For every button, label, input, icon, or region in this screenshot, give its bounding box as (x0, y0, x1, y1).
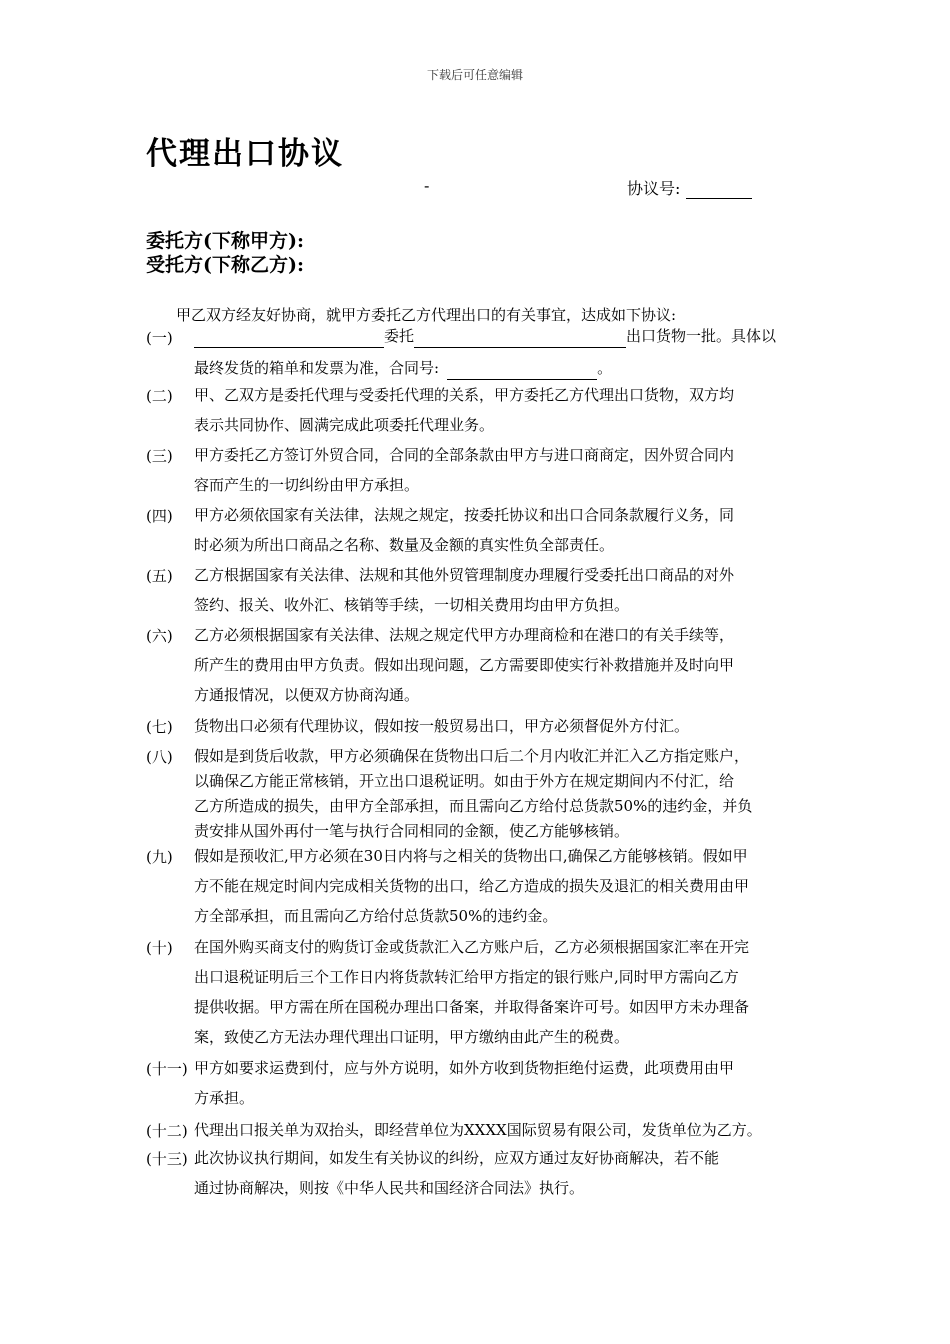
clause-line: 甲方委托乙方签订外贸合同，合同的全部条款由甲方与进口商商定，因外贸合同内 (194, 446, 735, 464)
clause-line: 在国外购买商支付的购货订金或货款汇入乙方账户后，乙方必须根据国家汇率在开完 (194, 938, 750, 956)
clause-number: (四) (146, 507, 173, 525)
agreement-number-blank[interactable] (686, 182, 752, 199)
clause-line: 容而产生的一切纠纷由甲方承担。 (194, 476, 420, 494)
clause-line: 方不能在规定时间内完成相关货物的出口，给乙方造成的损失及退汇的相关费用由甲 (194, 877, 750, 895)
clause-line: 案，致使乙方无法办理代理出口证明，甲方缴纳由此产生的税费。 (194, 1028, 630, 1046)
clause-line: 方通报情况，以便双方协商沟通。 (194, 686, 420, 704)
clause-3 (146, 445, 734, 495)
clause-number: (七) (146, 718, 173, 736)
clause-line: 提供收据。甲方需在所在国税办理出口备案，并取得备案许可号。如因甲方未办理备 (194, 998, 750, 1016)
clause-number: (十二) (146, 1122, 188, 1140)
entrust-text: 委托 (384, 327, 415, 345)
clause-10 (146, 937, 749, 1047)
clause-1 (146, 324, 836, 384)
clause-line: 责安排从国外再付一笔与执行合同相同的金额，使乙方能够核销。 (194, 822, 630, 840)
clause-line: 所产生的费用由甲方负责。假如出现问题，乙方需要即使实行补救措施并及时向甲 (194, 656, 735, 674)
clause-9 (146, 846, 749, 926)
clause-number: (十三) (146, 1150, 188, 1168)
agent-blank[interactable] (414, 332, 626, 348)
agreement-number-label: 协议号: (627, 179, 681, 198)
clause-line: 乙方根据国家有关法律、法规和其他外贸管理制度办理履行受委托出口商品的对外 (194, 566, 735, 584)
clause-6 (146, 625, 734, 705)
clause-line: 假如是到货后收款，甲方必须确保在货物出口后二个月内收汇并汇入乙方指定账户， (194, 747, 750, 765)
clause-line: 货物出口必须有代理协议，假如按一般贸易出口，甲方必须督促外方付汇。 (194, 717, 690, 735)
clause-5 (146, 565, 734, 615)
clause-line: 出口退税证明后三个工作日内将货款转汇给甲方指定的银行账户,同时甲方需向乙方 (194, 968, 739, 986)
clause-line: 表示共同协作、圆满完成此项委托代理业务。 (194, 416, 495, 434)
clause-line: 此次协议执行期间，如发生有关协议的纠纷，应双方通过友好协商解决，若不能 (194, 1149, 720, 1167)
clause-7 (146, 716, 689, 736)
clause-2 (146, 385, 734, 435)
clause-13 (146, 1148, 719, 1198)
clause-12 (146, 1120, 762, 1140)
clause-4 (146, 505, 734, 555)
dash-mark: - (424, 176, 430, 195)
contract-number-end: 。 (597, 359, 613, 377)
clause-line: 方全部承担，而且需向乙方给付总货款50%的违约金。 (194, 907, 558, 925)
agreement-number (627, 176, 752, 199)
clause-number: (三) (146, 447, 173, 465)
party-b-label: 受托方(下称乙方): (146, 254, 304, 276)
clause-11 (146, 1058, 734, 1108)
clause-line: 甲方如要求运费到付，应与外方说明，如外方收到货物拒绝付运费，此项费用由甲 (194, 1059, 735, 1077)
clause-number: (九) (146, 848, 173, 866)
clause-line: 签约、报关、收外汇、核销等手续，一切相关费用均由甲方负担。 (194, 596, 630, 614)
clause-line: 甲、乙双方是委托代理与受委托代理的关系，甲方委托乙方代理出口货物，双方均 (194, 386, 735, 404)
clause-number: (八) (146, 748, 173, 766)
clause-number: (二) (146, 387, 173, 405)
party-a-label: 委托方(下称甲方): (146, 230, 304, 252)
clause-8 (146, 746, 752, 841)
clause-number: (十) (146, 939, 173, 957)
clause-line: 乙方所造成的损失，由甲方全部承担，而且需向乙方给付总货款50%的违约金，并负 (194, 797, 753, 815)
contract-number-blank[interactable] (447, 364, 597, 380)
clause-line: 代理出口报关单为双抬头，即经营单位为XXXX国际贸易有限公司，发货单位为乙方。 (194, 1121, 762, 1139)
clause-line: 乙方必须根据国家有关法律、法规之规定代甲方办理商检和在港口的有关手续等， (194, 626, 735, 644)
document-title: 代理出口协议 (146, 136, 344, 172)
clause-number: (一) (146, 329, 173, 347)
clause-line: 通过协商解决，则按《中华人民共和国经济合同法》执行。 (194, 1179, 585, 1197)
clause-list (146, 324, 836, 1197)
clause-number: (十一) (146, 1060, 188, 1078)
goods-text: 出口货物一批。具体以 (626, 327, 777, 345)
clause-number: (五) (146, 567, 173, 585)
clause-line: 方承担。 (194, 1089, 255, 1107)
download-note: 下载后可任意编辑 (426, 68, 523, 82)
clause-line: 假如是预收汇,甲方必须在30日内将与之相关的货物出口,确保乙方能够核销。假如甲 (194, 847, 748, 865)
principal-blank[interactable] (194, 332, 384, 348)
clause-number: (六) (146, 627, 173, 645)
clause-line: 甲方必须依国家有关法律，法规之规定，按委托协议和出口合同条款履行义务，同 (194, 506, 735, 524)
contract-number-label: 最终发货的箱单和发票为准，合同号: (194, 359, 440, 377)
intro-paragraph: 甲乙双方经友好协商，就甲方委托乙方代理出口的有关事宜，达成如下协议: (176, 306, 677, 324)
clause-line: 以确保乙方能正常核销，开立出口退税证明。如由于外方在规定期间内不付汇，给 (194, 772, 735, 790)
clause-line: 时必须为所出口商品之名称、数量及金额的真实性负全部责任。 (194, 536, 615, 554)
